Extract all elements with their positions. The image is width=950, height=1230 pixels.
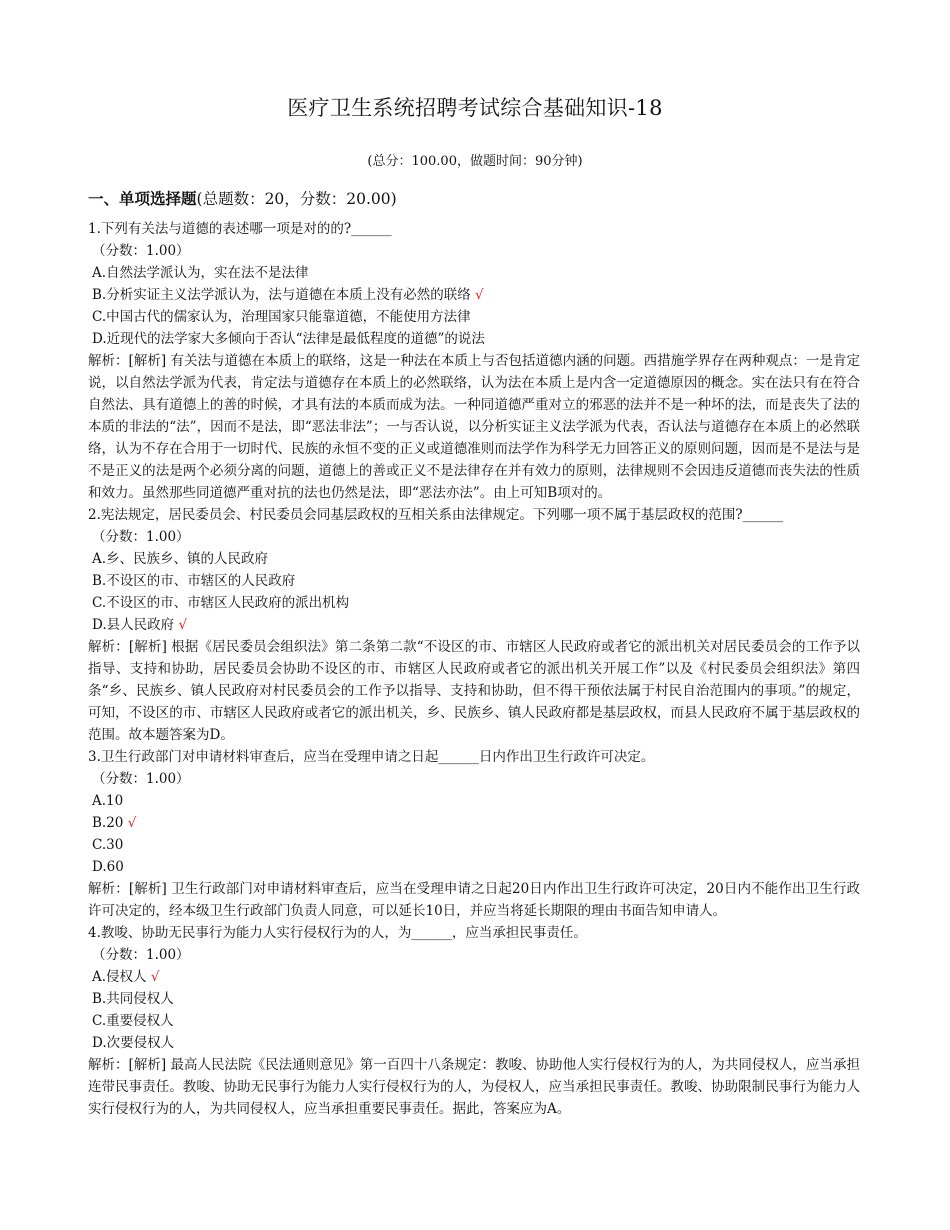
- option-text: A.自然法学派认为，实在法不是法律: [92, 265, 309, 281]
- option-text: A.10: [92, 793, 124, 809]
- question-analysis: 解析：[解析] 卫生行政部门对申请材料审查后，应当在受理申请之日起20日内作出卫生行政许可决定，20日内不能作出卫生行政许可决定的，经本级卫生行政部门负责人同意，可以延长10日，并应当将延长期限的理由书面告知申请人。: [88, 881, 860, 919]
- option-d: [88, 1032, 860, 1054]
- option-text: B.不设区的市、市辖区的人民政府: [92, 573, 296, 589]
- option-text: C.不设区的市、市辖区人民政府的派出机构: [92, 595, 350, 611]
- option-text: D.次要侵权人: [92, 1035, 175, 1051]
- option-c: [88, 1010, 860, 1032]
- option-text: A.乡、民族乡、镇的人民政府: [92, 551, 269, 567]
- option-a: [88, 262, 860, 284]
- question-4: [88, 922, 860, 1120]
- option-text: B.20: [92, 815, 124, 831]
- question-list: [88, 218, 860, 1120]
- question-score: （分数：1.00）: [92, 771, 190, 787]
- section-heading: [88, 187, 397, 209]
- option-text: C.中国古代的儒家认为，治理国家只能靠道德，不能使用方法律: [92, 309, 471, 325]
- question-3: [88, 746, 860, 922]
- option-text: D.近现代的法学家大多倾向于否认“法律是最低程度的道德”的说法: [92, 331, 485, 347]
- option-a: [88, 790, 860, 812]
- option-c: [88, 306, 860, 328]
- option-text: C.30: [92, 837, 124, 853]
- question-stem: 2.宪法规定，居民委员会、村民委员会同基层政权的互相关系由法律规定。下列哪一项不属于基层政权的范围?______: [88, 507, 784, 523]
- question-score: （分数：1.00）: [92, 529, 190, 545]
- question-stem: 4.教唆、协助无民事行为能力人实行侵权行为的人，为______，应当承担民事责任。: [88, 925, 587, 941]
- option-a: [88, 548, 860, 570]
- question-1: [88, 218, 860, 504]
- option-text: B.分析实证主义法学派认为，法与道德在本质上没有必然的联络: [92, 287, 471, 303]
- option-c: [88, 834, 860, 856]
- option-text: B.共同侵权人: [92, 991, 174, 1007]
- option-b: [88, 988, 860, 1010]
- question-analysis: 解析：[解析] 根据《居民委员会组织法》第二条第二款“不设区的市、市辖区人民政府或者它的派出机关对居民委员会的工作予以指导、支持和协助，居民委员会协助不设区的市、市辖区人民政府或者它的派出机关开展工作”以及《村民委员会组织法》第四条“乡、民族乡、镇人民政府对村民委员会的工作予以指导、支持和协助，但不得干预依法属于村民自治范围内的事项。”的规定，可知，不设区的市、市辖区人民政府或者它的派出机关，乡、民族乡、镇人民政府都是基层政权，而县人民政府不属于基层政权的范围。故本题答案为D。: [88, 639, 860, 743]
- option-text: C.重要侵权人: [92, 1013, 174, 1029]
- option-text: D.县人民政府: [92, 617, 175, 633]
- correct-check-icon: √: [127, 815, 137, 831]
- option-d: [88, 328, 860, 350]
- correct-check-icon: √: [150, 969, 160, 985]
- option-text: A.侵权人: [92, 969, 147, 985]
- option-d: [88, 614, 860, 636]
- exam-summary: (总分：100.00，做题时间：90分钟): [367, 154, 583, 169]
- correct-check-icon: √: [178, 617, 188, 633]
- question-2: [88, 504, 860, 746]
- question-stem: 1.下列有关法与道德的表述哪一项是对的的?______: [88, 221, 392, 237]
- section-title: 一、单项选择题: [88, 189, 197, 208]
- question-score: （分数：1.00）: [92, 947, 190, 963]
- question-analysis: 解析：[解析] 最高人民法院《民法通则意见》第一百四十八条规定：教唆、协助他人实行侵权行为的人，为共同侵权人，应当承担连带民事责任。教唆、协助无民事行为能力人实行侵权行为的人，为侵权人，应当承担民事责任。教唆、协助限制民事行为能力人实行侵权行为的人，为共同侵权人，应当承担重要民事责任。据此，答案应为A。: [88, 1057, 860, 1117]
- option-a: [88, 966, 860, 988]
- option-c: [88, 592, 860, 614]
- page-title: 医疗卫生系统招聘考试综合基础知识-18: [287, 96, 663, 120]
- correct-check-icon: √: [475, 287, 484, 303]
- question-analysis: 解析：[解析] 有关法与道德在本质上的联络，这是一种法在本质上与否包括道德内涵的问题。西措施学界存在两种观点：一是肯定说，以自然法学派为代表，肯定法与道德存在本质上的必然联络，认为法在本质上是内含一定道德原因的概念。实在法只有在符合自然法、具有道德上的善的时候，才具有法的本质而成为法。一种同道德严重对立的邪恶的法并不是一种坏的法，而是丧失了法的本质的非法的“法”，因而不是法，即“恶法非法”；一与否认说，以分析实证主义法学派为代表，否认法与道德存在本质上的必然联络，认为不存在合用于一切时代、民族的永恒不变的正义或道德准则而法学作为科学无力回答正义的原则问题，因而是不是法与是不是正义的法是两个必须分离的问题，道德上的善或正义不是法律存在并有效力的原则，法律规则不会因违反道德而丧失法的性质和效力。虽然那些同道德严重对抗的法也仍然是法，即“恶法亦法”。由上可知B项对的。: [88, 353, 860, 501]
- section-info: (总题数：20，分数：20.00): [196, 190, 397, 208]
- question-score: （分数：1.00）: [92, 243, 190, 259]
- question-stem: 3.卫生行政部门对申请材料审查后，应当在受理申请之日起______日内作出卫生行政许可决定。: [88, 749, 655, 765]
- option-text: D.60: [92, 859, 124, 875]
- option-b: [88, 570, 860, 592]
- option-b: [88, 284, 860, 306]
- option-b: [88, 812, 860, 834]
- option-d: [88, 856, 860, 878]
